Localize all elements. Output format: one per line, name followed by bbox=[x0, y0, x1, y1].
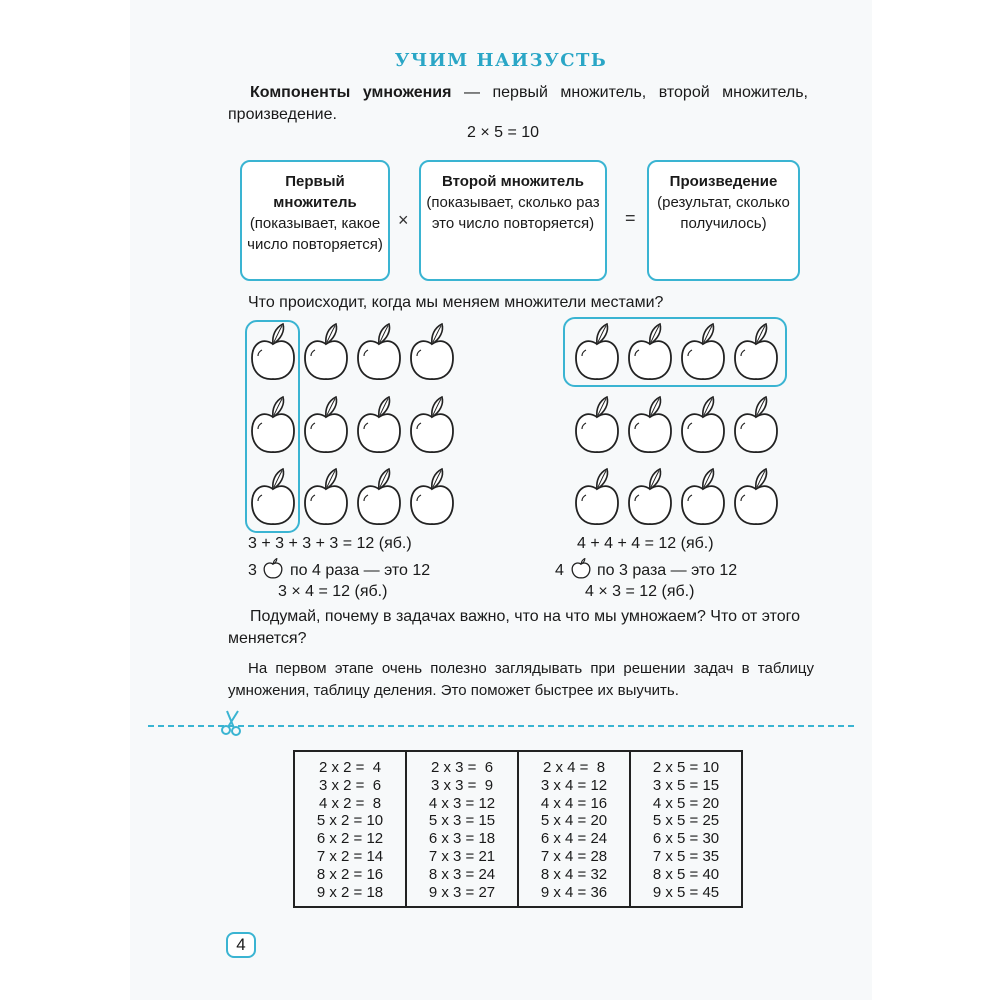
apple-icon bbox=[355, 467, 403, 527]
table-cell: 8 x 4 = 32 bbox=[540, 865, 608, 883]
table-cell: 8 x 3 = 24 bbox=[428, 865, 496, 883]
table-cell: 2 x 4 = 8 bbox=[542, 759, 606, 776]
second-factor-desc: (показывает, сколько раз это число повторяется) bbox=[426, 194, 600, 232]
right-mult: 4 × 3 = 12 (яб.) bbox=[585, 583, 695, 600]
table-cell: 6 x 2 = 12 bbox=[316, 830, 384, 848]
swap-question: Что происходит, когда мы меняем множители местами? bbox=[248, 294, 664, 311]
table-cell: 9 x 5 = 45 bbox=[652, 883, 720, 901]
apple-icon bbox=[408, 395, 456, 455]
table-cell: 7 x 2 = 14 bbox=[316, 847, 384, 865]
table-cell: 3 x 4 = 12 bbox=[540, 776, 608, 794]
intro-paragraph bbox=[228, 82, 808, 126]
apple-icon bbox=[626, 467, 674, 527]
apple-icon bbox=[573, 467, 621, 527]
left-mult: 3 × 4 = 12 (яб.) bbox=[278, 583, 388, 600]
table-cell: 2 x 3 = 6 bbox=[430, 759, 494, 776]
table-column-5 bbox=[630, 751, 742, 907]
example-equation: 2 × 5 = 10 bbox=[467, 124, 540, 141]
table-cell: 9 x 2 = 18 bbox=[316, 883, 384, 901]
apple-icon bbox=[302, 322, 350, 382]
apple-icon bbox=[249, 467, 297, 527]
left-words-text: по 4 раза — это 12 bbox=[290, 562, 431, 579]
product-desc: (результат, сколько получилось) bbox=[657, 194, 790, 232]
apple-icon bbox=[355, 322, 403, 382]
apple-icon bbox=[302, 467, 350, 527]
table-cell: 8 x 5 = 40 bbox=[652, 865, 720, 883]
apple-icon bbox=[408, 467, 456, 527]
left-words-count: 3 bbox=[248, 562, 257, 579]
scissors-icon bbox=[220, 708, 246, 741]
apple-icon bbox=[732, 467, 780, 527]
think-question: Подумай, почему в задачах важно, что на что мы умножаем? Что от этого меняется? bbox=[228, 608, 801, 647]
left-sum: 3 + 3 + 3 + 3 = 12 (яб.) bbox=[248, 535, 412, 552]
table-cell: 9 x 3 = 27 bbox=[428, 883, 496, 901]
product-title: Произведение bbox=[669, 173, 778, 190]
table-cell: 2 x 5 = 10 bbox=[652, 759, 720, 776]
table-cell: 3 x 2 = 6 bbox=[318, 776, 382, 794]
product-box bbox=[647, 160, 800, 281]
table-column-2 bbox=[294, 751, 406, 907]
table-cell: 6 x 3 = 18 bbox=[428, 830, 496, 848]
table-column-4 bbox=[518, 751, 630, 907]
textbook-page bbox=[130, 0, 872, 1000]
apple-icon bbox=[626, 395, 674, 455]
second-factor-box bbox=[419, 160, 607, 281]
intro-rest: — первый множитель, второй множитель, произведение. bbox=[228, 84, 809, 123]
second-factor-title: Второй множитель bbox=[441, 173, 585, 190]
table-cell: 2 x 2 = 4 bbox=[318, 759, 382, 776]
table-cell: 7 x 3 = 21 bbox=[428, 847, 496, 865]
table-cell: 5 x 4 = 20 bbox=[540, 812, 608, 830]
times-sign: × bbox=[398, 210, 409, 230]
table-cell: 5 x 3 = 15 bbox=[428, 812, 496, 830]
first-factor-title: Первый множитель bbox=[273, 173, 357, 211]
apple-icon bbox=[732, 322, 780, 382]
table-cell: 9 x 4 = 36 bbox=[540, 883, 608, 901]
page-number: 4 bbox=[226, 932, 256, 958]
table-cell: 5 x 5 = 25 bbox=[652, 812, 720, 830]
table-cell: 8 x 2 = 16 bbox=[316, 865, 384, 883]
apple-icon bbox=[732, 395, 780, 455]
table-cell: 5 x 2 = 10 bbox=[316, 812, 384, 830]
apple-icon bbox=[679, 322, 727, 382]
right-words-text: по 3 раза — это 12 bbox=[597, 562, 738, 579]
right-sum: 4 + 4 + 4 = 12 (яб.) bbox=[577, 535, 714, 552]
table-cell: 7 x 5 = 35 bbox=[652, 847, 720, 865]
apple-icon bbox=[679, 467, 727, 527]
apple-icon bbox=[302, 395, 350, 455]
multiplication-table bbox=[293, 750, 743, 908]
apple-icon bbox=[626, 322, 674, 382]
small-apple-icon bbox=[570, 558, 592, 585]
first-factor-desc: (показывает, какое число повторяется) bbox=[247, 215, 383, 253]
apple-icon bbox=[573, 395, 621, 455]
table-cell: 6 x 4 = 24 bbox=[540, 830, 608, 848]
cut-line bbox=[148, 725, 854, 727]
table-cell: 7 x 4 = 28 bbox=[540, 847, 608, 865]
apple-icon bbox=[573, 322, 621, 382]
page-heading: УЧИМ НАИЗУСТЬ bbox=[394, 50, 608, 71]
intro-bold: Компоненты умножения bbox=[250, 84, 452, 101]
table-cell: 3 x 5 = 15 bbox=[652, 776, 720, 794]
table-cell: 4 x 2 = 8 bbox=[318, 794, 382, 812]
table-cell: 4 x 5 = 20 bbox=[652, 794, 720, 812]
table-cell: 6 x 5 = 30 bbox=[652, 830, 720, 848]
study-note: На первом этапе очень полезно заглядывать при решении задач в таблицу умножения, таблицу деления. Это поможет быстрее их выучить. bbox=[228, 660, 814, 699]
apple-icon bbox=[408, 322, 456, 382]
apple-icon bbox=[249, 322, 297, 382]
apple-icon bbox=[355, 395, 403, 455]
apple-icon bbox=[679, 395, 727, 455]
table-cell: 4 x 4 = 16 bbox=[540, 794, 608, 812]
table-column-3 bbox=[406, 751, 518, 907]
equals-sign: = bbox=[625, 208, 636, 228]
table-cell: 3 x 3 = 9 bbox=[430, 776, 494, 794]
first-factor-box bbox=[240, 160, 390, 281]
right-words-count: 4 bbox=[555, 562, 564, 579]
small-apple-icon bbox=[262, 558, 284, 585]
apple-icon bbox=[249, 395, 297, 455]
table-cell: 4 x 3 = 12 bbox=[428, 794, 496, 812]
